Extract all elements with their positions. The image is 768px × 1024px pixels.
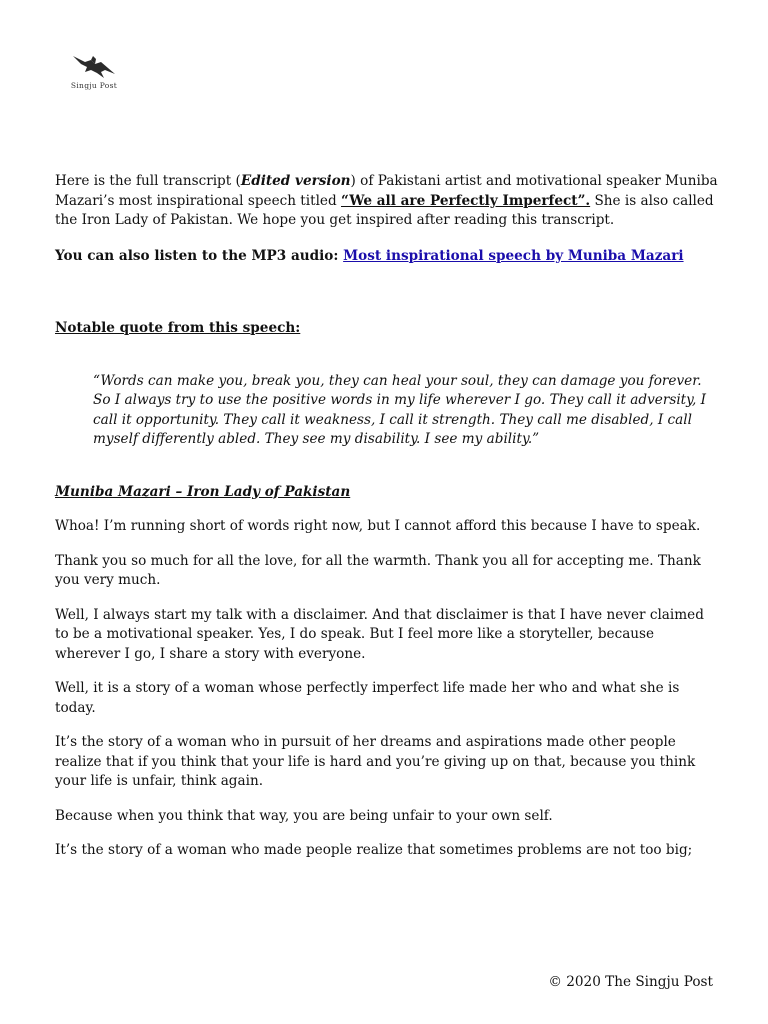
transcript-paragraph: Well, I always start my talk with a disclaimer. And that disclaimer is that I have never claimed to be a motivational speaker. Yes, I do speak. But I feel more like a storyteller, because wherever I go, I share a story with everyone. bbox=[55, 606, 704, 662]
audio-label: You can also listen to the MP3 audio: bbox=[55, 247, 344, 264]
article-body bbox=[55, 172, 720, 876]
transcript-paragraph: It’s the story of a woman who in pursuit of her dreams and aspirations made other people realize that if you think that your life is hard and you’re giving up on that, because you think your life is unfair, think again. bbox=[55, 734, 696, 789]
transcript-paragraph: Well, it is a story of a woman whose perfectly imperfect life made her who and what she is today. bbox=[55, 680, 680, 716]
audio-link[interactable]: Most inspirational speech by Muniba Mazari bbox=[343, 247, 684, 264]
transcript-paragraph: It’s the story of a woman who made people realize that sometimes problems are not too big; bbox=[55, 842, 693, 858]
edited-version-label: Edited version bbox=[240, 173, 351, 189]
section-title: Muniba Mazari – Iron Lady of Pakistan bbox=[55, 483, 351, 500]
transcript-paragraph: Thank you so much for all the love, for all the warmth. Thank you all for accepting me. Thank you very much. bbox=[55, 552, 701, 588]
transcript-paragraph: Whoa! I’m running short of words right now, but I cannot afford this because I have to speak. bbox=[55, 518, 701, 534]
intro-text-1: Here is the full transcript ( bbox=[55, 173, 241, 189]
audio-line bbox=[55, 247, 720, 267]
speech-title: “We all are Perfectly Imperfect”. bbox=[341, 192, 591, 209]
notable-quote: “Words can make you, break you, they can heal your soul, they can damage you forever. So I always try to use the positive words in my life wherever I go. They call it adversity, I call it opportunity. They call it weakness, I call it strength. They call me disabled, I call myself differently abled. They see my disability. I see my ability.” bbox=[93, 372, 707, 447]
intro-text-3: She is also called the Iron Lady of Pakistan. We hope you get inspired after reading this transcript. bbox=[55, 192, 714, 228]
intro-text-2: ) of Pakistani artist and motivational speaker Muniba Mazari’s most inspirational speech titled bbox=[55, 173, 718, 209]
notable-quote-heading: Notable quote from this speech: bbox=[55, 320, 301, 336]
site-logo[interactable] bbox=[62, 52, 126, 90]
logo-text: Singju Post bbox=[70, 81, 118, 90]
eagle-logo-icon bbox=[71, 52, 117, 80]
page-footer: © 2020 The Singju Post bbox=[548, 974, 713, 990]
transcript-paragraph: Because when you think that way, you are being unfair to your own self. bbox=[55, 807, 553, 824]
intro-paragraph bbox=[55, 172, 720, 231]
